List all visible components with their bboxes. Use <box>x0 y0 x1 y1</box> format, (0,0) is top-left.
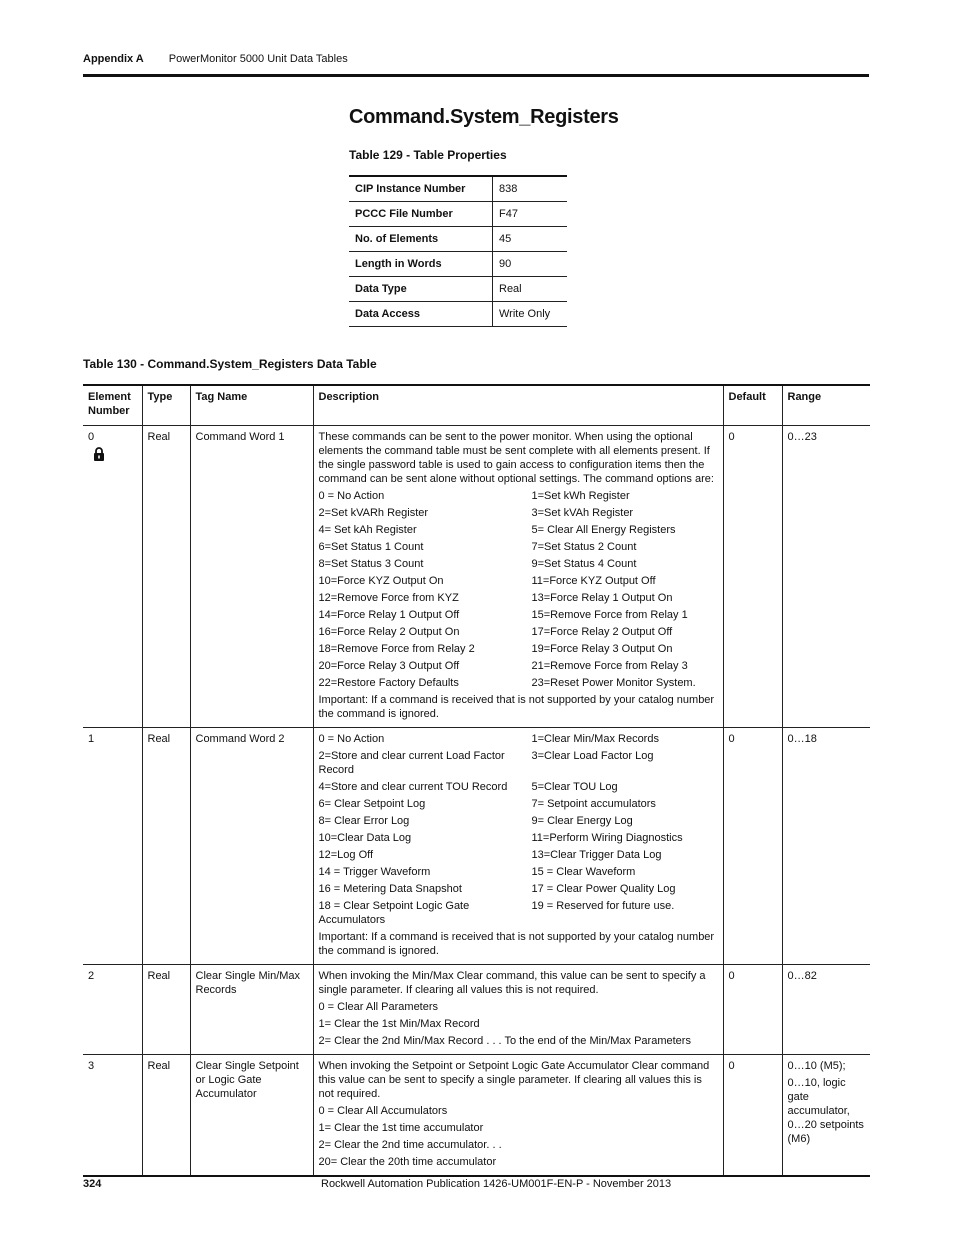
option-item: 19=Force Relay 3 Output On <box>531 643 673 655</box>
tag-cell: Clear Single Min/Max Records <box>190 965 313 1055</box>
table-row <box>349 176 567 202</box>
table-row <box>349 202 567 227</box>
element-cell: 2 <box>83 965 142 1055</box>
description-cell <box>313 1055 723 1177</box>
option-item: 16 = Metering Data Snapshot <box>318 883 462 895</box>
option-item: 5= Clear All Energy Registers <box>531 524 676 536</box>
table-row <box>349 302 567 327</box>
option-item: 14=Force Relay 1 Output Off <box>318 609 460 621</box>
tag-cell: Command Word 2 <box>190 728 313 965</box>
option-item: 10=Clear Data Log <box>318 832 412 844</box>
type-cell: Real <box>142 1055 190 1177</box>
option-item: 13=Force Relay 1 Output On <box>531 592 673 604</box>
important-note: Important: If a command is received that is not supported by your catalog number the command is ignored. <box>318 931 715 957</box>
option-item: 11=Force KYZ Output Off <box>531 575 656 587</box>
element-cell: 1 <box>83 728 142 965</box>
table-row <box>349 277 567 302</box>
option-item: 2=Store and clear current Load Factor Record <box>318 750 505 776</box>
type-cell: Real <box>142 426 190 728</box>
option-item: 8= Clear Error Log <box>318 815 410 827</box>
element-number: 0 <box>88 431 95 443</box>
table-row <box>349 227 567 252</box>
table-row <box>83 1055 870 1177</box>
option-item: 12=Remove Force from KYZ <box>318 592 459 604</box>
property-value: F47 <box>493 202 568 227</box>
table-row <box>83 426 870 728</box>
col-header-description: Description <box>313 385 723 426</box>
default-cell: 0 <box>723 426 782 728</box>
option-item: 21=Remove Force from Relay 3 <box>531 660 688 672</box>
description-line: 1= Clear the 1st Min/Max Record <box>318 1018 480 1030</box>
table-row <box>83 965 870 1055</box>
option-item: 16=Force Relay 2 Output On <box>318 626 460 638</box>
property-value: 838 <box>493 176 568 202</box>
option-item: 7= Setpoint accumulators <box>531 798 656 810</box>
property-name: Data Access <box>349 302 493 327</box>
option-item: 14 = Trigger Waveform <box>318 866 431 878</box>
option-item: 11=Perform Wiring Diagnostics <box>531 832 683 844</box>
option-item: 7=Set Status 2 Count <box>531 541 637 553</box>
range-cell: 0…23 <box>782 426 870 728</box>
option-item: 17 = Clear Power Quality Log <box>531 883 676 895</box>
option-item: 6= Clear Setpoint Log <box>318 798 426 810</box>
property-name: Data Type <box>349 277 493 302</box>
option-item: 5=Clear TOU Log <box>531 781 618 793</box>
type-cell: Real <box>142 965 190 1055</box>
option-item: 18=Remove Force from Relay 2 <box>318 643 475 655</box>
option-item: 0 = No Action <box>318 490 385 502</box>
range-cell <box>782 1055 870 1177</box>
description-line: 1= Clear the 1st time accumulator <box>318 1122 484 1134</box>
option-item: 13=Clear Trigger Data Log <box>531 849 662 861</box>
property-name: PCCC File Number <box>349 202 493 227</box>
option-item: 9=Set Status 4 Count <box>531 558 637 570</box>
option-item: 3=Set kVAh Register <box>531 507 634 519</box>
property-value: 90 <box>493 252 568 277</box>
page-title: Command.System_Registers <box>349 106 619 128</box>
option-item: 9= Clear Energy Log <box>531 815 633 827</box>
description-intro: These commands can be sent to the power monitor. When using the optional elements the command table must be sent complete with all elements present. If the single password table is used to gain access to configuration items then the command can be sent alone without optional settings. The command options are: <box>318 431 714 485</box>
option-item: 19 = Reserved for future use. <box>531 900 675 912</box>
col-header-range: Range <box>782 385 870 426</box>
description-intro: When invoking the Min/Max Clear command, this value can be sent to specify a single parameter. If clearing all values this is not required. <box>318 970 706 996</box>
tag-cell: Command Word 1 <box>190 426 313 728</box>
range-line: 0…10 (M5); <box>787 1060 846 1072</box>
default-cell: 0 <box>723 728 782 965</box>
option-item: 1=Clear Min/Max Records <box>531 733 659 745</box>
type-cell: Real <box>142 728 190 965</box>
appendix-label: Appendix A <box>83 53 144 65</box>
description-line: 2= Clear the 2nd Min/Max Record . . . To the end of the Min/Max Parameters <box>318 1035 691 1047</box>
element-cell <box>83 426 142 728</box>
table-header-row <box>83 385 870 426</box>
range-line: 0…10, logic gate accumulator, 0…20 setpoints (M6) <box>787 1077 864 1145</box>
range-cell: 0…82 <box>782 965 870 1055</box>
section-label: PowerMonitor 5000 Unit Data Tables <box>168 53 348 65</box>
option-item: 17=Force Relay 2 Output Off <box>531 626 673 638</box>
table-row <box>349 252 567 277</box>
table129-caption: Table 129 - Table Properties <box>349 148 507 162</box>
option-item: 15 = Clear Waveform <box>531 866 636 878</box>
property-name: No. of Elements <box>349 227 493 252</box>
tag-cell: Clear Single Setpoint or Logic Gate Accumulator <box>190 1055 313 1177</box>
option-item: 8=Set Status 3 Count <box>318 558 424 570</box>
option-item: 3=Clear Load Factor Log <box>531 750 654 762</box>
important-note: Important: If a command is received that is not supported by your catalog number the command is ignored. <box>318 694 715 720</box>
default-cell: 0 <box>723 1055 782 1177</box>
option-item: 4=Store and clear current TOU Record <box>318 781 508 793</box>
property-value: 45 <box>493 227 568 252</box>
option-item: 0 = No Action <box>318 733 385 745</box>
default-cell: 0 <box>723 965 782 1055</box>
lock-icon <box>93 447 105 461</box>
option-item: 20=Force Relay 3 Output Off <box>318 660 460 672</box>
property-value: Real <box>493 277 568 302</box>
data-table <box>83 384 870 1177</box>
col-header-type: Type <box>142 385 190 426</box>
option-item: 23=Reset Power Monitor System. <box>531 677 696 689</box>
option-item: 4= Set kAh Register <box>318 524 417 536</box>
col-header-default: Default <box>723 385 782 426</box>
description-line: 0 = Clear All Accumulators <box>318 1105 448 1117</box>
range-cell: 0…18 <box>782 728 870 965</box>
description-cell <box>313 965 723 1055</box>
option-item: 15=Remove Force from Relay 1 <box>531 609 688 621</box>
description-cell <box>313 426 723 728</box>
table130-caption: Table 130 - Command.System_Registers Data Table <box>83 357 377 371</box>
description-intro: When invoking the Setpoint or Setpoint Logic Gate Accumulator Clear command this value can be sent to specify a single parameter. If clearing all values this is not required. <box>318 1060 710 1100</box>
running-header <box>83 53 348 65</box>
property-value: Write Only <box>493 302 568 327</box>
option-item: 1=Set kWh Register <box>531 490 630 502</box>
option-item: 22=Restore Factory Defaults <box>318 677 459 689</box>
col-header-element: Element Number <box>83 385 142 426</box>
option-item: 12=Log Off <box>318 849 374 861</box>
description-line: 2= Clear the 2nd time accumulator. . . <box>318 1139 502 1151</box>
option-item: 2=Set kVARh Register <box>318 507 429 519</box>
table-properties <box>349 175 567 327</box>
page-number: 324 <box>83 1178 102 1190</box>
command-options <box>319 732 718 927</box>
description-line: 20= Clear the 20th time accumulator <box>318 1156 497 1168</box>
header-rule <box>83 74 869 77</box>
property-name: CIP Instance Number <box>349 176 493 202</box>
table-row <box>83 728 870 965</box>
col-header-tag: Tag Name <box>190 385 313 426</box>
command-options <box>319 489 718 690</box>
property-name: Length in Words <box>349 252 493 277</box>
description-cell <box>313 728 723 965</box>
element-cell: 3 <box>83 1055 142 1177</box>
option-item: 10=Force KYZ Output On <box>318 575 444 587</box>
description-line: 0 = Clear All Parameters <box>318 1001 439 1013</box>
publication-info: Rockwell Automation Publication 1426-UM001F-EN-P - November 2013 <box>321 1178 672 1190</box>
option-item: 6=Set Status 1 Count <box>318 541 424 553</box>
option-item: 18 = Clear Setpoint Logic Gate Accumulators <box>318 900 470 926</box>
